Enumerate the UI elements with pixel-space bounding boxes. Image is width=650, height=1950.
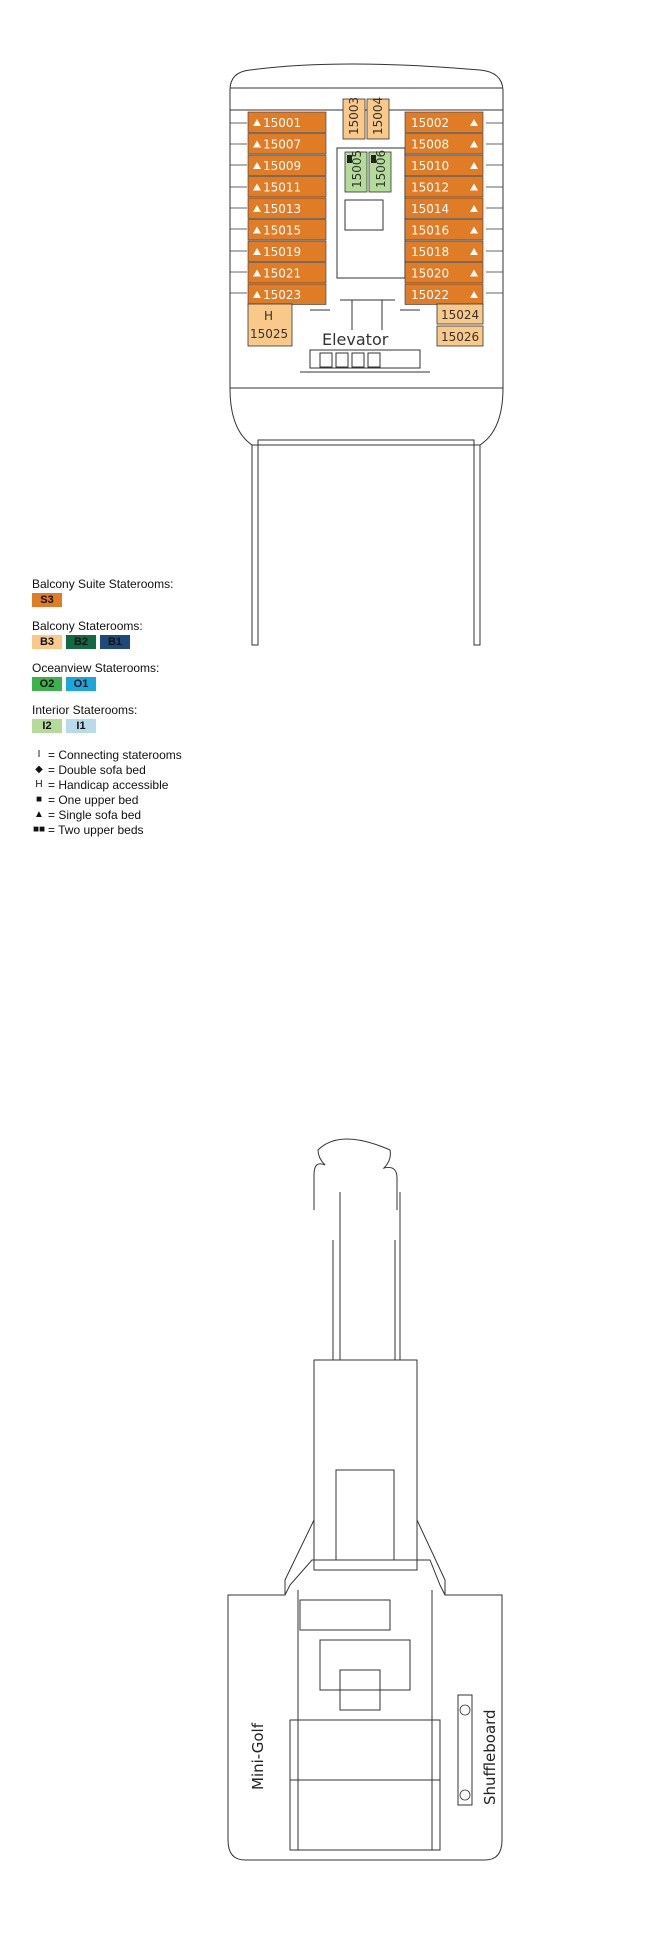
symbol-text: = One upper bed <box>48 792 139 807</box>
symbol-row <box>32 792 292 807</box>
swatch-o1: O1 <box>66 677 96 691</box>
legend-group <box>32 577 292 607</box>
cabin-15012[interactable] <box>405 177 483 198</box>
symbol-row <box>32 747 292 762</box>
symbol-key <box>32 747 292 837</box>
cabin-15002[interactable] <box>405 112 483 133</box>
symbol-text: = Connecting staterooms <box>48 747 182 762</box>
cabin-15018[interactable] <box>405 241 483 262</box>
swatch-s3: S3 <box>32 593 62 607</box>
cabin-15015[interactable] <box>248 220 326 241</box>
legend-group-title: Balcony Suite Staterooms: <box>32 577 174 591</box>
symbol-text: = Double sofa bed <box>48 762 146 777</box>
legend-group-title: Interior Staterooms: <box>32 703 138 717</box>
cabin-15011-label: 15011 <box>263 180 302 195</box>
shuffleboard-icon <box>460 1705 470 1800</box>
legend-group-title: Balcony Staterooms: <box>32 619 143 633</box>
cabin-15010[interactable] <box>405 155 483 176</box>
elevator-label: Elevator <box>322 330 389 349</box>
symbol-text: = Two upper beds <box>48 822 144 837</box>
single-sofa-bed-icon: ▲ <box>34 809 44 820</box>
cabin-15023[interactable] <box>248 284 326 305</box>
cabin-15006-label: 15006 <box>374 149 388 188</box>
cabin-15006[interactable] <box>369 150 391 192</box>
swatch-row <box>32 677 292 691</box>
cabin-15016-label: 15016 <box>411 223 450 238</box>
cabin-15025-label: 15025 <box>250 327 289 341</box>
cabin-15024[interactable] <box>437 304 483 324</box>
swatch-i1: I1 <box>66 719 96 733</box>
cabin-15011[interactable] <box>248 177 326 198</box>
legend <box>32 577 292 837</box>
cabin-15020[interactable] <box>405 263 483 284</box>
swatch-o2: O2 <box>32 677 62 691</box>
cabin-15014[interactable] <box>405 198 483 219</box>
cabin-15001-label: 15001 <box>263 116 302 130</box>
cabin-15004[interactable] <box>367 97 389 139</box>
cabin-15021-label: 15021 <box>263 266 302 281</box>
cabin-15012-label: 15012 <box>411 180 450 195</box>
swatch-row <box>32 635 292 649</box>
legend-group-title: Oceanview Staterooms: <box>32 661 160 675</box>
cabin-15019-label: 15019 <box>263 245 302 259</box>
cabin-15005[interactable] <box>345 150 367 192</box>
cabin-15002-label: 15002 <box>411 116 450 130</box>
one-upper-bed-icon: ■ <box>35 794 43 805</box>
cabins-right <box>405 112 483 305</box>
handicap-icon: H <box>35 779 43 790</box>
symbol-row <box>32 807 292 822</box>
shuffleboard-label: Shuffleboard <box>481 1709 499 1805</box>
cabin-15008-label: 15008 <box>411 137 450 152</box>
cabin-15026[interactable] <box>437 326 483 346</box>
cabin-15026-label: 15026 <box>441 330 480 344</box>
symbol-text: = Handicap accessible <box>48 777 169 792</box>
cabin-15021[interactable] <box>248 263 326 284</box>
cabin-15005-label: 15005 <box>350 149 364 188</box>
cabin-15016[interactable] <box>405 220 483 241</box>
legend-group <box>32 661 292 691</box>
symbol-row <box>32 762 292 777</box>
handicap-icon: H <box>264 309 274 323</box>
connecting-icon: I <box>37 749 41 760</box>
symbol-row <box>32 777 292 792</box>
legend-group <box>32 703 292 733</box>
legend-group <box>32 619 292 649</box>
cabin-15008[interactable] <box>405 134 483 155</box>
cabin-15009[interactable] <box>248 155 326 176</box>
swatch-b1: B1 <box>100 635 130 649</box>
two-upper-beds-icon: ■■ <box>32 824 46 835</box>
cabin-15014-label: 15014 <box>411 202 450 216</box>
cabin-15023-label: 15023 <box>263 288 302 302</box>
cabin-15024-label: 15024 <box>441 308 480 322</box>
cabins-left <box>248 112 326 305</box>
aft-deck <box>228 1139 502 1860</box>
cabin-15013[interactable] <box>248 198 326 219</box>
cabin-15007-label: 15007 <box>263 137 302 152</box>
swatch-i2: I2 <box>32 719 62 733</box>
cabin-15025[interactable] <box>248 304 292 346</box>
cabin-15018-label: 15018 <box>411 245 450 259</box>
cabin-15022[interactable] <box>405 284 483 305</box>
cabin-15019[interactable] <box>248 241 326 262</box>
swatch-row <box>32 593 292 607</box>
cabin-15004-label: 15004 <box>371 96 385 135</box>
double-sofa-bed-icon: ◆ <box>35 764 43 775</box>
swatch-b2: B2 <box>66 635 96 649</box>
cabin-15020-label: 15020 <box>411 266 450 281</box>
minigolf-label: Mini-Golf <box>249 1723 267 1790</box>
cabin-15003-label: 15003 <box>347 96 361 135</box>
cabin-15010-label: 15010 <box>411 159 450 173</box>
cabin-15015-label: 15015 <box>263 223 302 238</box>
cabin-15007[interactable] <box>248 134 326 155</box>
cabin-15013-label: 15013 <box>263 202 302 216</box>
swatch-row <box>32 719 292 733</box>
cabin-15009-label: 15009 <box>263 159 302 173</box>
cabin-15001[interactable] <box>248 112 326 133</box>
symbol-row <box>32 822 292 837</box>
swatch-b3: B3 <box>32 635 62 649</box>
cabin-15003[interactable] <box>343 97 365 139</box>
symbol-text: = Single sofa bed <box>48 807 142 822</box>
cabin-15022-label: 15022 <box>411 288 450 302</box>
